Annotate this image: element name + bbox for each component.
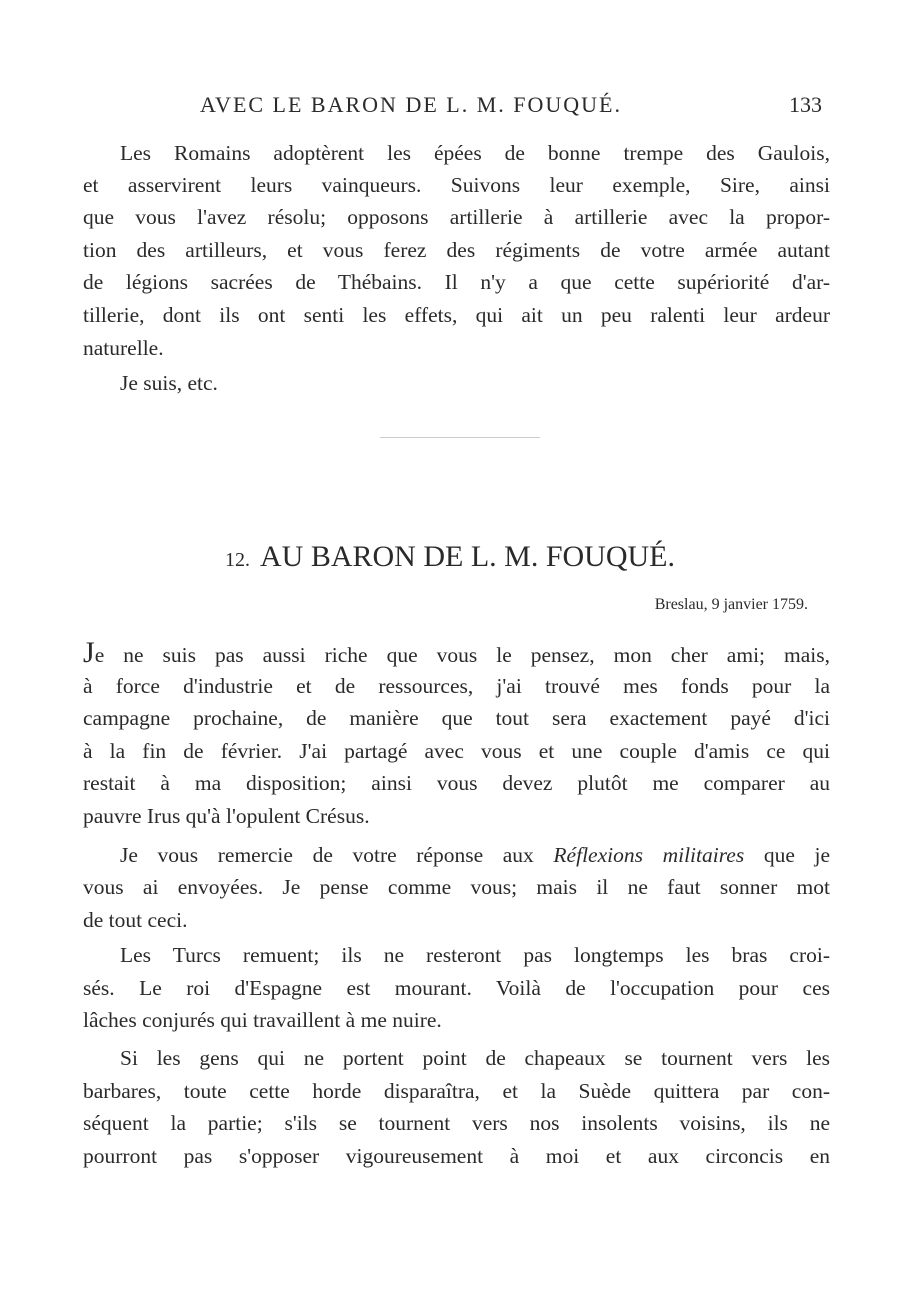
text-line: et asservirent leurs vainqueurs. Suivons leur exemple, Sire, ainsi — [83, 173, 830, 197]
text-line: pauvre Irus qu'à l'opulent Crésus. — [83, 804, 370, 828]
page-number: 133 — [789, 92, 822, 117]
text-line: sés. Le roi d'Espagne est mourant. Voilà de l'occupation pour ces — [83, 976, 830, 1000]
text-line: lâches conjurés qui travaillent à me nuire. — [83, 1008, 442, 1032]
text-line: naturelle. — [83, 336, 164, 360]
text-line: de tout ceci. — [83, 908, 188, 932]
text-line: Les Romains adoptèrent les épées de bonne trempe des Gaulois, — [120, 141, 830, 165]
closing: Je suis, etc. — [120, 371, 218, 395]
drop-cap: J — [83, 636, 95, 669]
text-span: e ne suis pas aussi riche que vous le pensez, mon cher ami; mais, — [94, 643, 830, 667]
text-line: restait à ma disposition; ainsi vous devez plutôt me comparer au — [83, 771, 830, 795]
text-span: que je — [763, 843, 831, 867]
letter-number: 12. — [224, 549, 250, 571]
text-line: barbares, toute cette horde disparaîtra, et la Suède quittera par con- — [83, 1079, 830, 1103]
text-line: Les Turcs remuent; ils ne resteront pas longtemps les bras croi- — [120, 943, 830, 967]
letter-title — [0, 540, 900, 574]
text-line: vous ai envoyées. Je pense comme vous; mais il ne faut sonner mot — [83, 875, 830, 899]
book-title: Réflexions militaires — [553, 843, 745, 867]
letter-heading: AU BARON DE L. M. FOUQUÉ. — [259, 540, 675, 573]
section-divider — [380, 437, 540, 438]
text-span: Je vous remercie de votre réponse aux — [120, 843, 534, 867]
text-line: tillerie, dont ils ont senti les effets, qui ait un peu ralenti leur ardeur — [83, 303, 830, 327]
running-header: AVEC LE BARON DE L. M. FOUQUÉ. — [200, 92, 622, 117]
text-line: à la fin de février. J'ai partagé avec vous et une couple d'amis ce qui — [83, 739, 830, 763]
text-line: à force d'industrie et de ressources, j'ai trouvé mes fonds pour la — [83, 674, 830, 698]
text-line: Si les gens qui ne portent point de chapeaux se tournent vers les — [120, 1046, 830, 1070]
text-line: tion des artilleurs, et vous ferez des régiments de votre armée autant — [83, 238, 830, 262]
text-line: séquent la partie; s'ils se tournent vers nos insolents voisins, ils ne — [83, 1111, 830, 1135]
dateline: Breslau, 9 janvier 1759. — [654, 596, 808, 613]
text-line: que vous l'avez résolu; opposons artillerie à artillerie avec la propor- — [83, 205, 830, 229]
text-line: campagne prochaine, de manière que tout sera exactement payé d'ici — [83, 706, 830, 730]
text-line — [83, 636, 830, 669]
text-line: de légions sacrées de Thébains. Il n'y a que cette supériorité d'ar- — [83, 270, 830, 294]
text-line: pourront pas s'opposer vigoureusement à moi et aux circoncis en — [83, 1144, 830, 1168]
text-line — [120, 842, 830, 868]
